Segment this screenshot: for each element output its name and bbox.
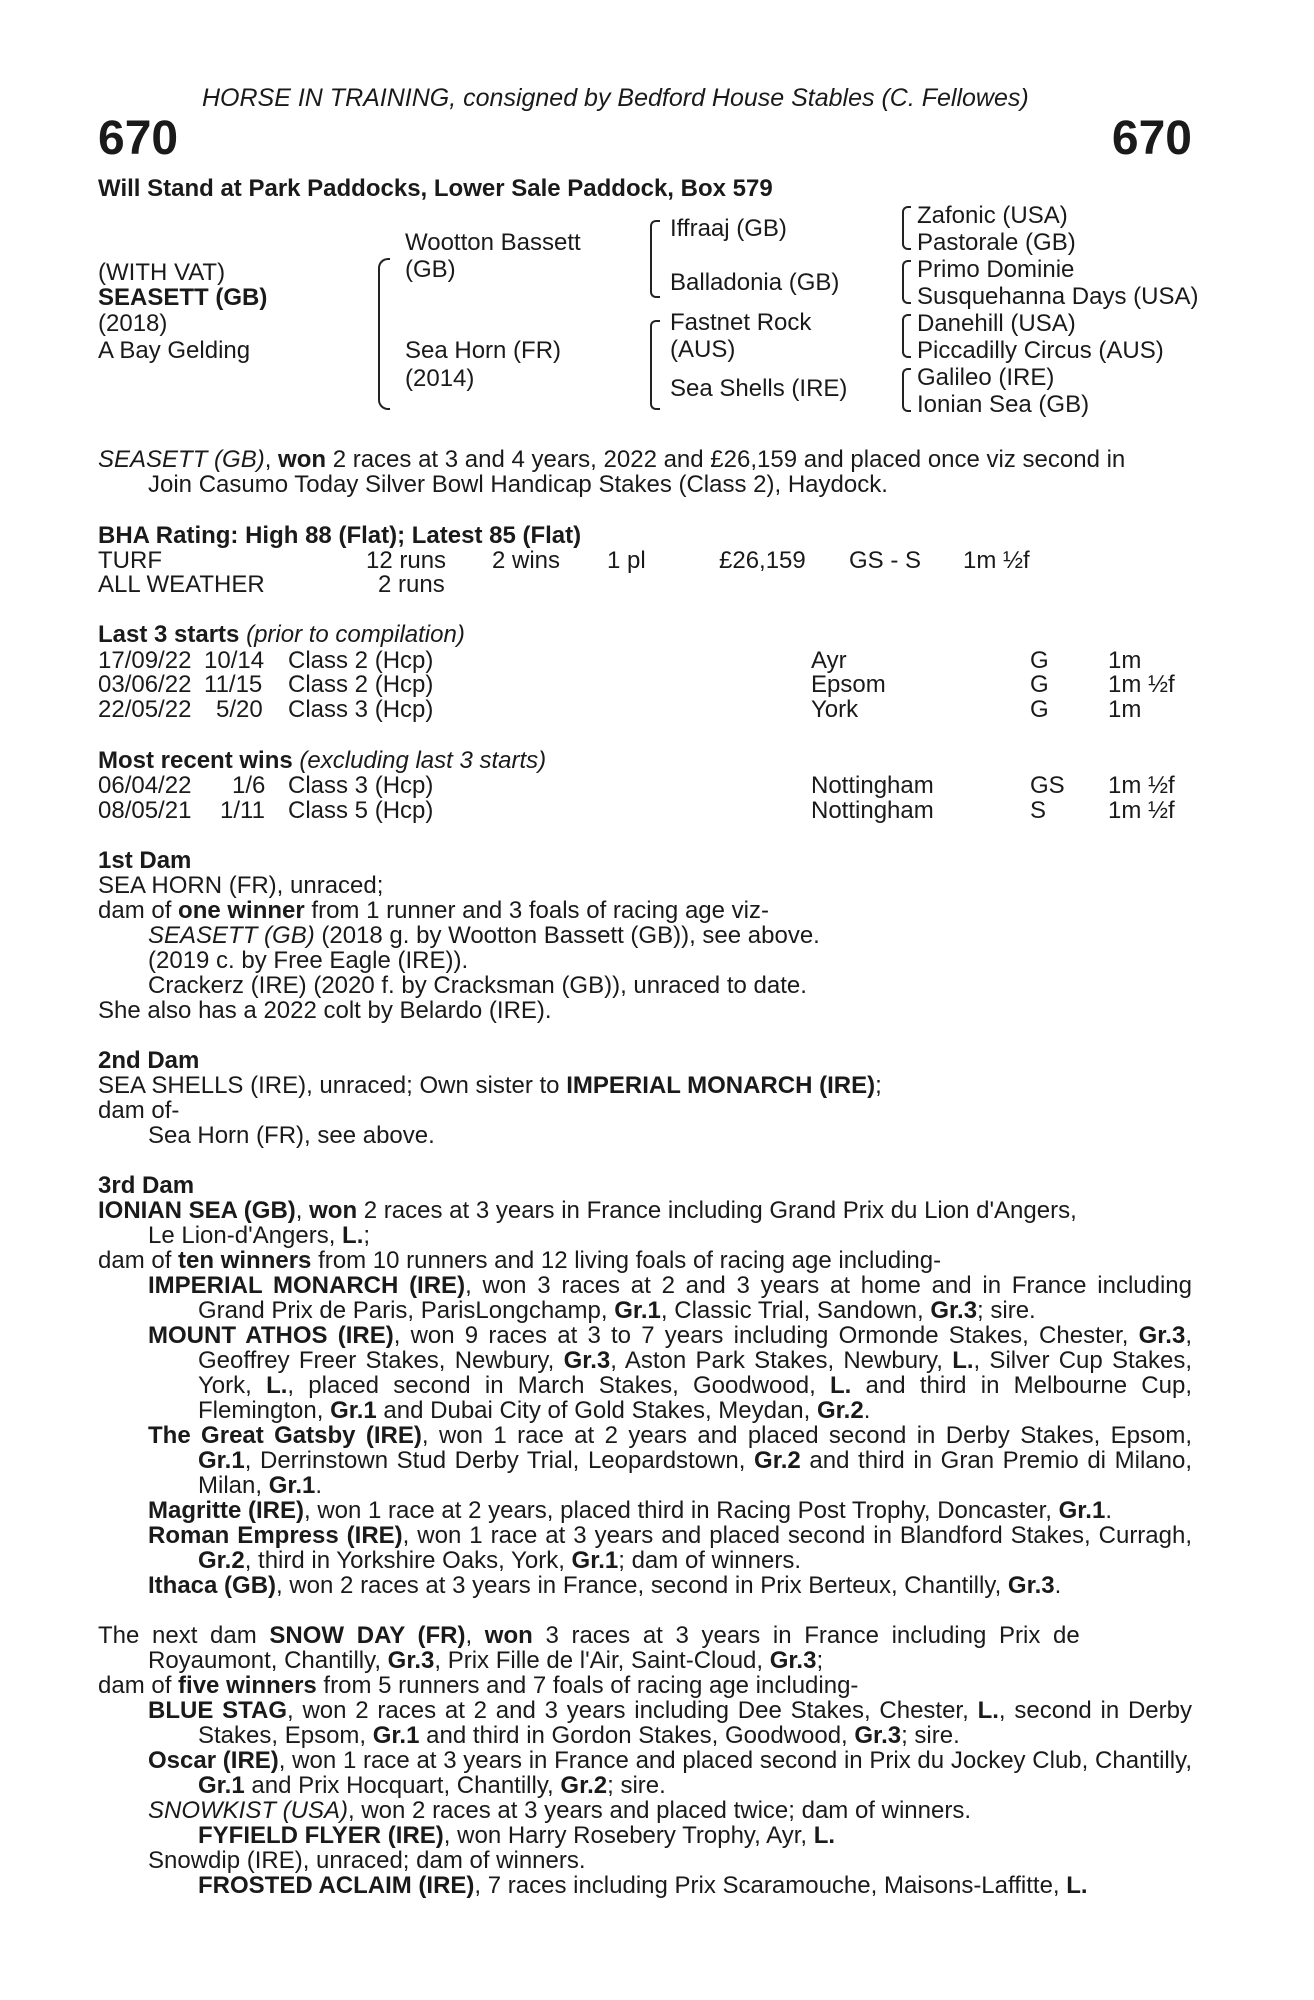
produce-snowdip: Snowdip (IRE), unraced; dam of winners. bbox=[148, 1847, 586, 1874]
recent-title: Most recent wins bbox=[98, 747, 293, 774]
row-position: 1/11 bbox=[220, 797, 265, 824]
row-going: G bbox=[1030, 696, 1049, 723]
lot-number-right: 670 bbox=[1111, 112, 1192, 165]
summary-won: won bbox=[278, 446, 327, 473]
row-class: Class 2 (Hcp) bbox=[288, 671, 434, 698]
first-dam-line-4: (2019 c. by Free Eagle (IRE)). bbox=[148, 947, 469, 974]
third-dam-line-1: IONIAN SEA (GB), won 2 races at 3 years in France including Grand Prix du Lion d'Angers, bbox=[98, 1197, 1077, 1224]
row-going: GS bbox=[1030, 772, 1065, 799]
sire-dam-dam: Susquehanna Days (USA) bbox=[917, 283, 1199, 310]
row-class: Class 2 (Hcp) bbox=[288, 647, 434, 674]
consignor-line: HORSE IN TRAINING, consigned by Bedford House Stables (C. Fellowes) bbox=[202, 84, 1029, 112]
row-distance: 1m bbox=[1108, 647, 1142, 674]
produce-oscar: Oscar (IRE), won 1 race at 3 years in France and placed second in Prix du Jockey Club, Chantilly, Gr.1 and Prix Hocquart, Chantilly, Gr.2; sire. bbox=[148, 1747, 1192, 1799]
dam-year: (2014) bbox=[405, 365, 475, 392]
produce-ithaca: Ithaca (GB), won 2 races at 3 years in France, second in Prix Berteux, Chantilly, Gr.3. bbox=[148, 1572, 1062, 1599]
row-course: Ayr bbox=[811, 647, 847, 674]
summary-line-2: Join Casumo Today Silver Bowl Handicap Stakes (Class 2), Haydock. bbox=[148, 471, 888, 498]
brace-sire bbox=[650, 220, 660, 298]
sire-sire-dam: Pastorale (GB) bbox=[917, 229, 1076, 256]
brace-sd bbox=[902, 260, 911, 304]
sire-dam-sire: Primo Dominie bbox=[917, 256, 1075, 283]
row-date: 03/06/22 bbox=[98, 671, 192, 698]
produce-snowkist: SNOWKIST (USA), won 2 races at 3 years and placed twice; dam of winners. bbox=[148, 1797, 971, 1824]
next-dam-line-2: Royaumont, Chantilly, Gr.3, Prix Fille de l'Air, Saint-Cloud, Gr.3; bbox=[148, 1647, 824, 1674]
second-dam-line-3: Sea Horn (FR), see above. bbox=[148, 1122, 435, 1149]
produce-imperial-monarch: IMPERIAL MONARCH (IRE), won 3 races at 2 and 3 years at home and in France including Grand Prix de Paris, ParisLongchamp, Gr.1, Classic Trial, Sandown, Gr.3; sire. bbox=[148, 1272, 1192, 1324]
first-dam-line-3: SEASETT (GB) (2018 g. by Wootton Bassett (GB)), see above. bbox=[148, 922, 820, 949]
dam-sire-dam: Piccadilly Circus (AUS) bbox=[917, 337, 1164, 364]
row-class: Class 3 (Hcp) bbox=[288, 696, 434, 723]
row-position: 5/20 bbox=[216, 696, 263, 723]
last3-heading bbox=[98, 622, 465, 647]
turf-money: £26,159 bbox=[719, 547, 806, 574]
turf-surface: TURF bbox=[98, 547, 162, 574]
first-dam-title: 1st Dam bbox=[98, 847, 192, 874]
summary-text: 2 races at 3 and 4 years, 2022 and £26,159 and placed once viz second in bbox=[326, 446, 1126, 473]
first-dam-line-1: SEA HORN (FR), unraced; bbox=[98, 872, 384, 899]
row-course: York bbox=[811, 696, 859, 723]
row-date: 06/04/22 bbox=[98, 772, 192, 799]
recent-note: (excluding last 3 starts) bbox=[299, 747, 547, 774]
turf-going: GS - S bbox=[849, 547, 922, 574]
produce-fyfield-flyer: FYFIELD FLYER (IRE), won Harry Rosebery Trophy, Ayr, L. bbox=[198, 1822, 836, 1849]
first-dam-line-6: She also has a 2022 colt by Belardo (IRE). bbox=[98, 997, 552, 1024]
row-course: Epsom bbox=[811, 671, 886, 698]
brace-main bbox=[378, 258, 390, 410]
row-date: 22/05/22 bbox=[98, 696, 192, 723]
row-course: Nottingham bbox=[811, 772, 934, 799]
sire-name: Wootton Bassett bbox=[405, 229, 581, 256]
row-going: G bbox=[1030, 647, 1049, 674]
dam-dam-sire: Galileo (IRE) bbox=[917, 364, 1055, 391]
next-dam-line-1: The next dam SNOW DAY (FR), won 3 races at 3 years in France including Prix de bbox=[98, 1622, 1080, 1649]
first-dam-line-2: dam of one winner from 1 runner and 3 foals of racing age viz- bbox=[98, 897, 769, 924]
produce-mount-athos: MOUNT ATHOS (IRE), won 9 races at 3 to 7 years including Ormonde Stakes, Chester, Gr.3, Geoffrey Freer Stakes, Newbury, Gr.3, Aston Park Stakes, Newbury, L., Silver Cup Stakes, York, L., placed second in March Stakes, Goodwood, L. and third in Melbourne Cup, Flemington, Gr.1 and Dubai City of Gold Stakes, Meydan, Gr.2. bbox=[148, 1322, 1193, 1424]
third-dam-line-3: dam of ten winners from 10 runners and 12 living foals of racing age including- bbox=[98, 1247, 942, 1274]
summary-horse: SEASETT (GB) bbox=[98, 446, 265, 473]
brace-ds bbox=[902, 314, 911, 358]
second-dam-line-1: SEA SHELLS (IRE), unraced; Own sister to IMPERIAL MONARCH (IRE); bbox=[98, 1072, 882, 1099]
row-class: Class 3 (Hcp) bbox=[288, 772, 434, 799]
produce-frosted-aclaim: FROSTED ACLAIM (IRE), 7 races including Prix Scaramouche, Maisons-Laffitte, L. bbox=[198, 1872, 1088, 1899]
dam-name: Sea Horn (FR) bbox=[405, 337, 562, 364]
dam-dam: Sea Shells (IRE) bbox=[670, 375, 848, 402]
turf-distance: 1m ½f bbox=[963, 547, 1030, 574]
first-dam-line-5: Crackerz (IRE) (2020 f. by Cracksman (GB)), unraced to date. bbox=[148, 972, 807, 999]
produce-roman-empress: Roman Empress (IRE), won 1 race at 3 years and placed second in Blandford Stakes, Curragh, Gr.2, third in Yorkshire Oaks, York, Gr.1; dam of winners. bbox=[148, 1522, 1193, 1574]
stall-location: Will Stand at Park Paddocks, Lower Sale Paddock, Box 579 bbox=[98, 175, 773, 202]
sire-dam: Balladonia (GB) bbox=[670, 269, 840, 296]
row-distance: 1m ½f bbox=[1108, 772, 1175, 799]
sire-sire-sire: Zafonic (USA) bbox=[917, 202, 1068, 229]
row-position: 1/6 bbox=[232, 772, 266, 799]
third-dam-line-2: Le Lion-d'Angers, L.; bbox=[148, 1222, 371, 1249]
produce-magritte: Magritte (IRE), won 1 race at 2 years, placed third in Racing Post Trophy, Doncaster, Gr.1. bbox=[148, 1497, 1112, 1524]
lot-number-left: 670 bbox=[98, 112, 179, 165]
turf-runs: 12 runs bbox=[366, 547, 447, 574]
aw-runs: 2 runs bbox=[378, 571, 445, 598]
dam-dam-dam: Ionian Sea (GB) bbox=[917, 391, 1090, 418]
last3-note: (prior to compilation) bbox=[246, 621, 465, 648]
second-dam-title: 2nd Dam bbox=[98, 1047, 200, 1074]
row-going: G bbox=[1030, 671, 1049, 698]
row-date: 08/05/21 bbox=[98, 797, 192, 824]
row-class: Class 5 (Hcp) bbox=[288, 797, 434, 824]
aw-surface: ALL WEATHER bbox=[98, 571, 265, 598]
produce-blue-stag: BLUE STAG, won 2 races at 2 and 3 years including Dee Stakes, Chester, L., second in Derby Stakes, Epsom, Gr.1 and third in Gordon Stakes, Goodwood, Gr.3; sire. bbox=[148, 1697, 1192, 1749]
dam-sire: Fastnet Rock bbox=[670, 309, 812, 336]
recent-heading bbox=[98, 748, 546, 773]
turf-placed: 1 pl bbox=[607, 547, 646, 574]
foaling-year: (2018) bbox=[98, 310, 168, 337]
rating-title: BHA Rating: High 88 (Flat); Latest 85 (Flat) bbox=[98, 522, 582, 549]
dam-sire-origin: (AUS) bbox=[670, 336, 736, 363]
sire-origin: (GB) bbox=[405, 256, 456, 283]
turf-wins: 2 wins bbox=[492, 547, 561, 574]
brace-ss bbox=[902, 206, 911, 250]
dam-sire-sire: Danehill (USA) bbox=[917, 310, 1076, 337]
row-course: Nottingham bbox=[811, 797, 934, 824]
brace-dam bbox=[650, 320, 660, 410]
horse-description: A Bay Gelding bbox=[98, 337, 251, 364]
row-going: S bbox=[1030, 797, 1047, 824]
summary-line-1: SEASETT (GB), won 2 races at 3 and 4 years, 2022 and £26,159 and placed once viz second in bbox=[98, 446, 1126, 473]
row-position: 11/15 bbox=[204, 671, 263, 698]
vat-note: (WITH VAT) bbox=[98, 259, 226, 286]
sire-sire: Iffraaj (GB) bbox=[670, 215, 787, 242]
row-distance: 1m bbox=[1108, 696, 1142, 723]
row-distance: 1m ½f bbox=[1108, 797, 1175, 824]
horse-name: SEASETT (GB) bbox=[98, 284, 268, 311]
row-position: 10/14 bbox=[204, 647, 265, 674]
next-dam-line-3: dam of five winners from 5 runners and 7 foals of racing age including- bbox=[98, 1672, 859, 1699]
produce-great-gatsby: The Great Gatsby (IRE), won 1 race at 2 years and placed second in Derby Stakes, Epsom, Gr.1, Derrinstown Stud Derby Trial, Leopardstown, Gr.2 and third in Gran Premio di Milano, Milan, Gr.1. bbox=[148, 1422, 1192, 1499]
row-date: 17/09/22 bbox=[98, 647, 192, 674]
row-distance: 1m ½f bbox=[1108, 671, 1175, 698]
last3-title: Last 3 starts bbox=[98, 621, 240, 648]
second-dam-line-2: dam of- bbox=[98, 1097, 180, 1124]
third-dam-title: 3rd Dam bbox=[98, 1172, 195, 1199]
brace-dd bbox=[902, 368, 911, 412]
